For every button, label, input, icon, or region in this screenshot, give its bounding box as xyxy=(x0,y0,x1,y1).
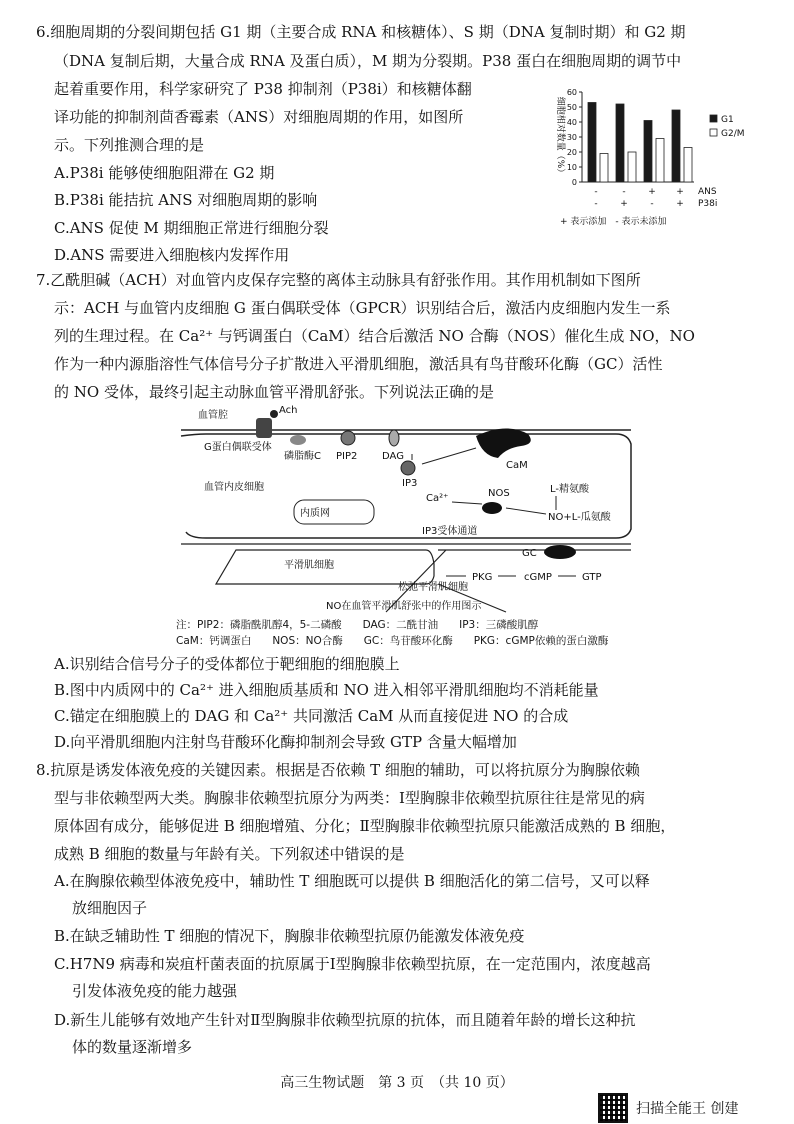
q8-option-a-cont: 放细胞因子 xyxy=(72,899,148,917)
bar-g2m xyxy=(600,154,608,183)
q7-option-c: C.锚定在细胞膜上的 DAG 和 Ca²⁺ 共同激活 CaM 从而直接促进 NO 的合成 xyxy=(54,707,569,725)
no-citrulline-label: NO+L-瓜氨酸 xyxy=(548,512,611,523)
ip3-molecule xyxy=(401,461,415,475)
q6-line-1: 6.细胞周期的分裂间期包括 G1 期（主要合成 RNA 和核糖体）、S 期（DNA 复制时期）和 G2 期 xyxy=(36,23,686,41)
q7-line-3: 列的生理过程。在 Ca²⁺ 与钙调蛋白（CaM）结合后激活 NO 合酶（NOS）催化生成 NO，NO xyxy=(54,327,695,345)
q8-option-d: D.新生儿能够有效地产生针对Ⅱ型胸腺非依赖型抗原的抗体，而且随着年龄的增长这种抗 xyxy=(54,1011,636,1029)
p38i-mark: + xyxy=(620,199,628,209)
pip2-molecule xyxy=(341,431,355,445)
ans-mark: - xyxy=(622,187,626,197)
smooth-muscle-label: 平滑肌细胞 xyxy=(284,560,334,571)
q6-option-a: A.P38i 能够使细胞阻滞在 G2 期 xyxy=(54,164,275,182)
q6-line-4: 译功能的抑制剂茴香霉素（ANS）对细胞周期的作用，如图所 xyxy=(54,108,464,126)
y-tick-label: 20 xyxy=(566,148,577,157)
y-tick-label: 60 xyxy=(566,88,577,97)
ans-mark: - xyxy=(594,187,598,197)
q6-line-2: （DNA 复制后期，大量合成 RNA 及蛋白质），M 期为分裂期。P38 蛋白在细胞周期的调节中 xyxy=(54,52,682,70)
bar-g2m xyxy=(656,139,664,183)
q8-option-c-cont: 引发体液免疫的能力越强 xyxy=(72,982,238,1000)
legend-swatch xyxy=(710,129,717,136)
q6-option-b: B.P38i 能拮抗 ANS 对细胞周期的影响 xyxy=(54,191,318,209)
relaxed-cell-label: 松弛平滑肌细胞 xyxy=(398,582,468,593)
nos-enzyme xyxy=(482,502,502,514)
q8-option-c: C.H7N9 病毒和炭疽杆菌表面的抗原属于Ⅰ型胸腺非依赖型抗原，在一定范围内，浓度越高 xyxy=(54,955,651,973)
bar-g1 xyxy=(616,104,624,182)
plc-enzyme xyxy=(290,435,306,445)
cgmp-label: cGMP xyxy=(524,572,552,583)
endothelial-cell-label: 血管内皮细胞 xyxy=(204,482,264,493)
y-tick-label: 10 xyxy=(566,163,577,172)
y-tick-label: 30 xyxy=(566,133,577,142)
diagram-note-1: 注：PIP2：磷脂酰肌醇4，5-二磷酸 DAG：二酰甘油 IP3：三磷酸肌醇 xyxy=(176,619,539,631)
bar-g2m xyxy=(628,152,636,182)
q7-option-a: A.识别结合信号分子的受体都位于靶细胞的细胞膜上 xyxy=(54,655,400,673)
pkg-label: PKG xyxy=(472,572,493,583)
ach-label: Ach xyxy=(279,405,298,416)
ip3-label: IP3 xyxy=(402,478,418,489)
legend-label: G2/M xyxy=(721,129,745,139)
bar-g1 xyxy=(588,103,596,183)
q7-option-d: D.向平滑肌细胞内注射鸟苷酸环化酶抑制剂会导致 GTP 含量大幅增加 xyxy=(54,733,517,751)
scanner-watermark xyxy=(598,1094,738,1122)
q6-option-c: C.ANS 促使 M 期细胞正常进行细胞分裂 xyxy=(54,219,329,237)
q8-line-2: 型与非依赖型两大类。胸腺非依赖型抗原分为两类：Ⅰ型胸腺非依赖型抗原往往是常见的病 xyxy=(54,789,645,807)
dag-molecule xyxy=(389,430,399,446)
q7-line-5: 的 NO 受体，最终引起主动脉血管平滑肌舒张。下列说法正确的是 xyxy=(54,383,494,401)
q7-option-b: B.图中内质网中的 Ca²⁺ 进入细胞质基质和 NO 进入相邻平滑肌细胞均不消耗能量 xyxy=(54,681,599,699)
ach-molecule xyxy=(270,410,278,418)
no-signaling-diagram xyxy=(176,404,636,614)
gc-enzyme xyxy=(544,545,576,559)
ip3r-label: IP3受体通道 xyxy=(422,526,478,537)
qr-code-icon xyxy=(598,1093,628,1123)
p38i-mark: - xyxy=(594,199,598,209)
gc-label: GC xyxy=(522,548,537,559)
gpcr-receptor xyxy=(256,418,272,438)
pip2-label: PIP2 xyxy=(336,451,358,462)
ca-label: Ca²⁺ xyxy=(426,493,449,504)
q8-option-b: B.在缺乏辅助性 T 细胞的情况下，胸腺非依赖型抗原仍能激发体液免疫 xyxy=(54,927,525,945)
ans-mark: + xyxy=(676,187,684,197)
y-axis-label: 细胞相对数量（%） xyxy=(555,96,565,178)
diagram-title: NO在血管平滑肌舒张中的作用图示 xyxy=(326,601,482,612)
q8-option-a: A.在胸腺依赖型体液免疫中，辅助性 T 细胞既可以提供 B 细胞活化的第二信号，又可以释 xyxy=(54,872,650,890)
q6-line-3: 起着重要作用，科学家研究了 P38 抑制剂（P38i）和核糖体翻 xyxy=(54,80,472,98)
y-tick-label: 40 xyxy=(566,118,577,127)
chart-note: + 表示添加 - 表示未添加 xyxy=(560,217,667,227)
legend-swatch xyxy=(710,115,717,122)
q7-line-2: 示：ACH 与血管内皮细胞 G 蛋白偶联受体（GPCR）识别结合后，激活内皮细胞内发生一系 xyxy=(54,299,671,317)
cam-protein xyxy=(476,428,531,458)
q6-line-5: 示。下列推测合理的是 xyxy=(54,136,205,154)
scanner-label: 扫描全能王 创建 xyxy=(636,1101,739,1117)
row-label-ans: ANS xyxy=(698,187,717,197)
nos-label: NOS xyxy=(488,488,510,499)
cell-cycle-bar-chart xyxy=(548,82,768,242)
bar-g1 xyxy=(644,121,652,183)
gpcr-label: G蛋白偶联受体 xyxy=(204,442,272,453)
plc-label: 磷脂酶C xyxy=(284,451,321,462)
lumen-label: 血管腔 xyxy=(198,410,228,421)
row-label-p38i: P38i xyxy=(698,199,718,209)
bar-g1 xyxy=(672,110,680,182)
q8-option-d-cont: 体的数量逐渐增多 xyxy=(72,1038,193,1056)
ans-mark: + xyxy=(648,187,656,197)
dag-label: DAG xyxy=(382,451,404,462)
l-arginine-label: L-精氨酸 xyxy=(550,484,590,495)
gtp-label: GTP xyxy=(582,572,602,583)
page-footer: 高三生物试题 第 3 页 （共 10 页） xyxy=(280,1075,514,1091)
legend-label: G1 xyxy=(721,115,734,125)
q6-option-d: D.ANS 需要进入细胞核内发挥作用 xyxy=(54,246,290,264)
y-tick-label: 0 xyxy=(571,178,577,187)
q8-line-3: 原体固有成分，能够促进 B 细胞增殖、分化；Ⅱ型胸腺非依赖型抗原只能激活成熟的 B 细胞， xyxy=(54,817,676,835)
cam-label: CaM xyxy=(506,460,528,471)
p38i-mark: - xyxy=(650,199,654,209)
q8-line-4: 成熟 B 细胞的数量与年龄有关。下列叙述中错误的是 xyxy=(54,845,405,863)
y-tick-label: 50 xyxy=(566,103,577,112)
q7-line-4: 作为一种内源脂溶性气体信号分子扩散进入平滑肌细胞，激活具有鸟苷酸环化酶（GC）活性 xyxy=(54,355,663,373)
p38i-mark: + xyxy=(676,199,684,209)
bar-g2m xyxy=(684,148,692,183)
er-label: 内质网 xyxy=(300,508,330,519)
q7-line-1: 7.乙酰胆碱（ACH）对血管内皮保存完整的离体主动脉具有舒张作用。其作用机制如下图所 xyxy=(36,271,641,289)
q8-line-1: 8.抗原是诱发体液免疫的关键因素。根据是否依赖 T 细胞的辅助，可以将抗原分为胸腺依赖 xyxy=(36,761,640,779)
diagram-note-2: CaM：钙调蛋白 NOS：NO合酶 GC：鸟苷酸环化酶 PKG：cGMP依赖的蛋白激酶 xyxy=(176,635,609,647)
